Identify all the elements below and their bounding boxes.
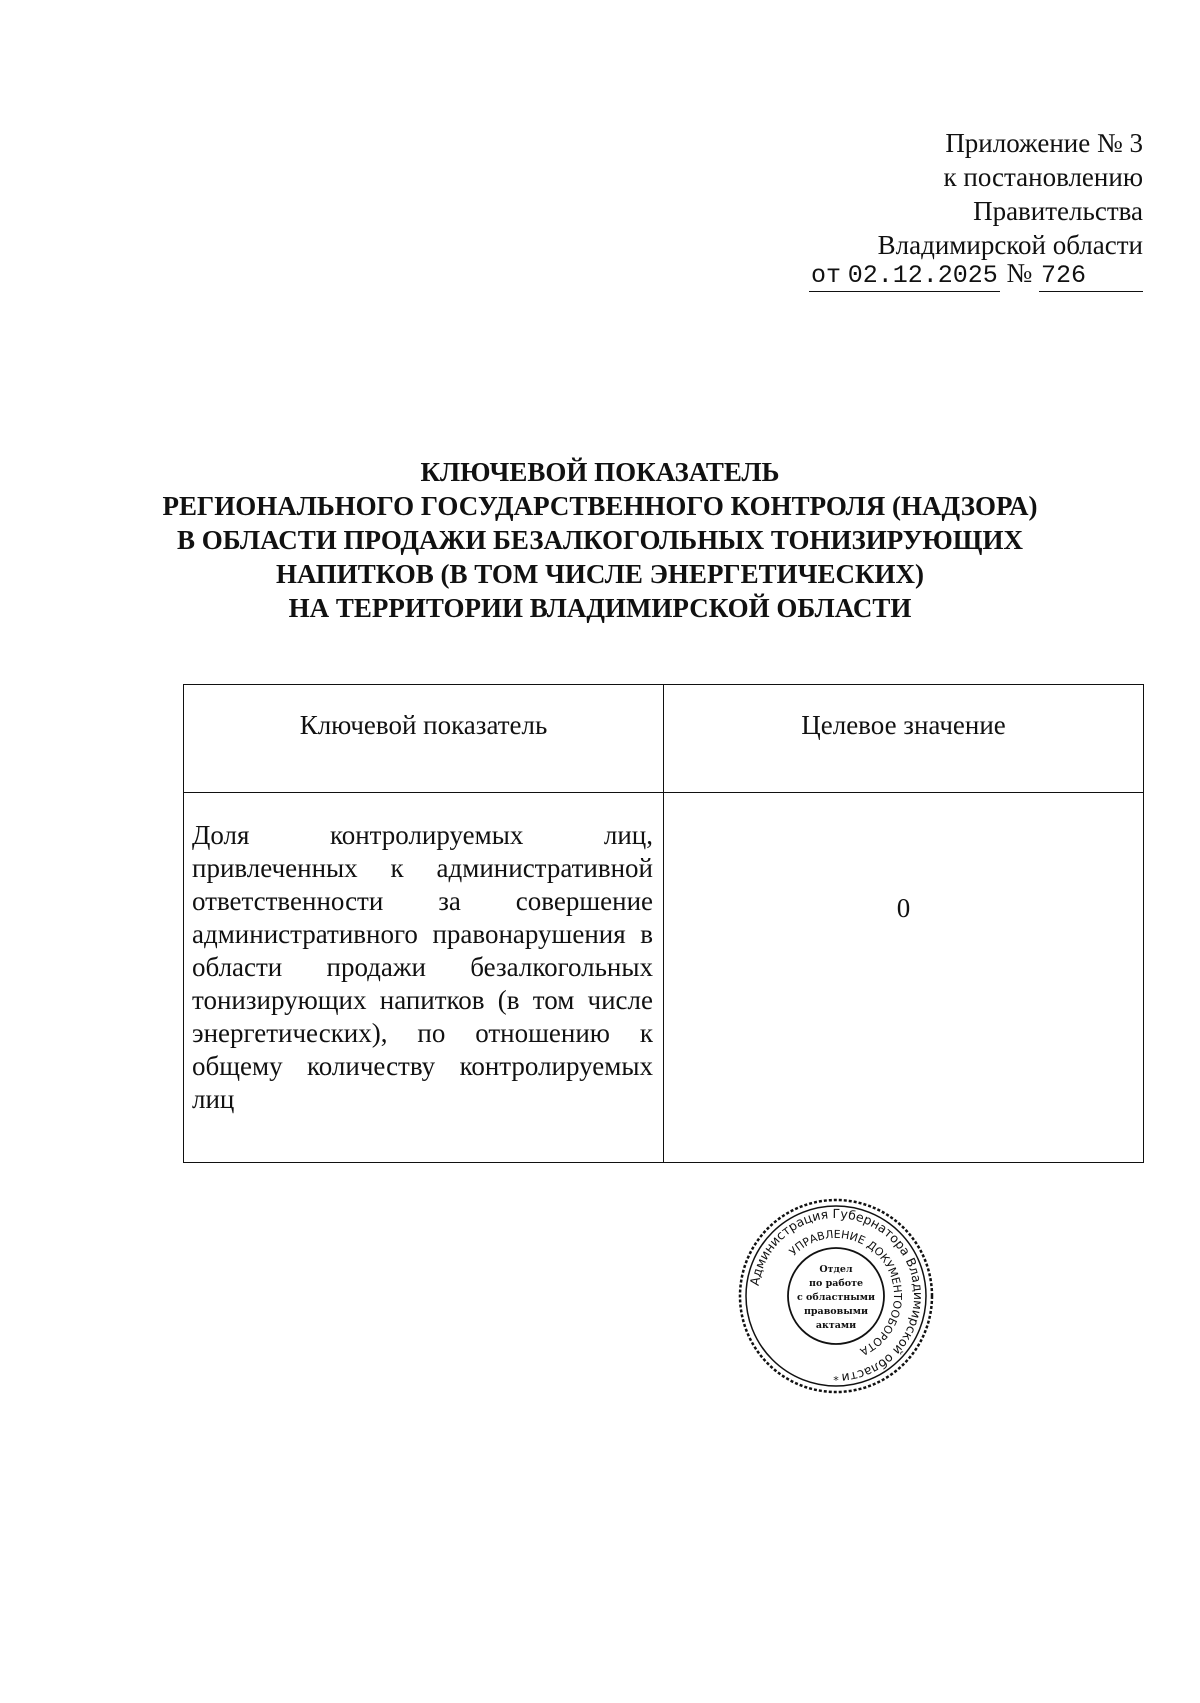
indicator-description: Доля контролируемых лиц, привлеченных к административной ответственности за совершение административного правонарушения в области продажи безалкогольных тонизирующих напитков (в том числе энергетических), по отношению к общему количеству контролируемых лиц [184,793,664,1163]
header-key-indicator: Ключевой показатель [184,685,664,793]
key-indicator-table [183,684,1144,1163]
indicator-target: 0 [664,793,1144,1163]
document-title [0,455,1200,625]
svg-text:по работе: по работе [809,1278,863,1289]
header-target-value: Целевое значение [664,685,1144,793]
svg-text:Отдел: Отдел [819,1264,853,1275]
number-prefix: № [1006,258,1033,288]
table-row [184,793,1144,1163]
table-header-row [184,685,1144,793]
title-line: В ОБЛАСТИ ПРОДАЖИ БЕЗАЛКОГОЛЬНЫХ ТОНИЗИРУЮЩИХ [177,525,1023,555]
title-line: НА ТЕРРИТОРИИ ВЛАДИМИРСКОЙ ОБЛАСТИ [288,593,912,623]
svg-text:актами: актами [815,1320,857,1331]
svg-text:правовыми: правовыми [803,1306,869,1317]
date-prefix: от [810,261,841,290]
resolution-date-number [809,258,1143,292]
resolution-number: 726 [1041,261,1087,290]
attachment-region: Владимирской области [877,230,1143,260]
svg-text:с областными: с областными [796,1292,876,1303]
title-line: НАПИТКОВ (В ТОМ ЧИСЛЕ ЭНЕРГЕТИЧЕСКИХ) [275,559,925,589]
seal-inner-text: УПРАВЛЕНИЕ ДОКУМЕНТООБОРОТА [786,1227,905,1359]
title-line: КЛЮЧЕВОЙ ПОКАЗАТЕЛЬ [420,457,780,487]
seal-outer-text: Администрация Губернатора Владимирской области [746,1205,927,1386]
attachment-to-resolution: к постановлению [943,162,1143,192]
svg-text:*: * [833,1374,839,1387]
attachment-number: Приложение № 3 [945,128,1143,158]
official-seal [736,1196,936,1396]
title-line: РЕГИОНАЛЬНОГО ГОСУДАРСТВЕННОГО КОНТРОЛЯ (НАДЗОРА) [162,491,1038,521]
attachment-government: Правительства [973,196,1143,226]
resolution-date: 02.12.2025 [847,261,998,290]
attachment-header [783,126,1143,262]
